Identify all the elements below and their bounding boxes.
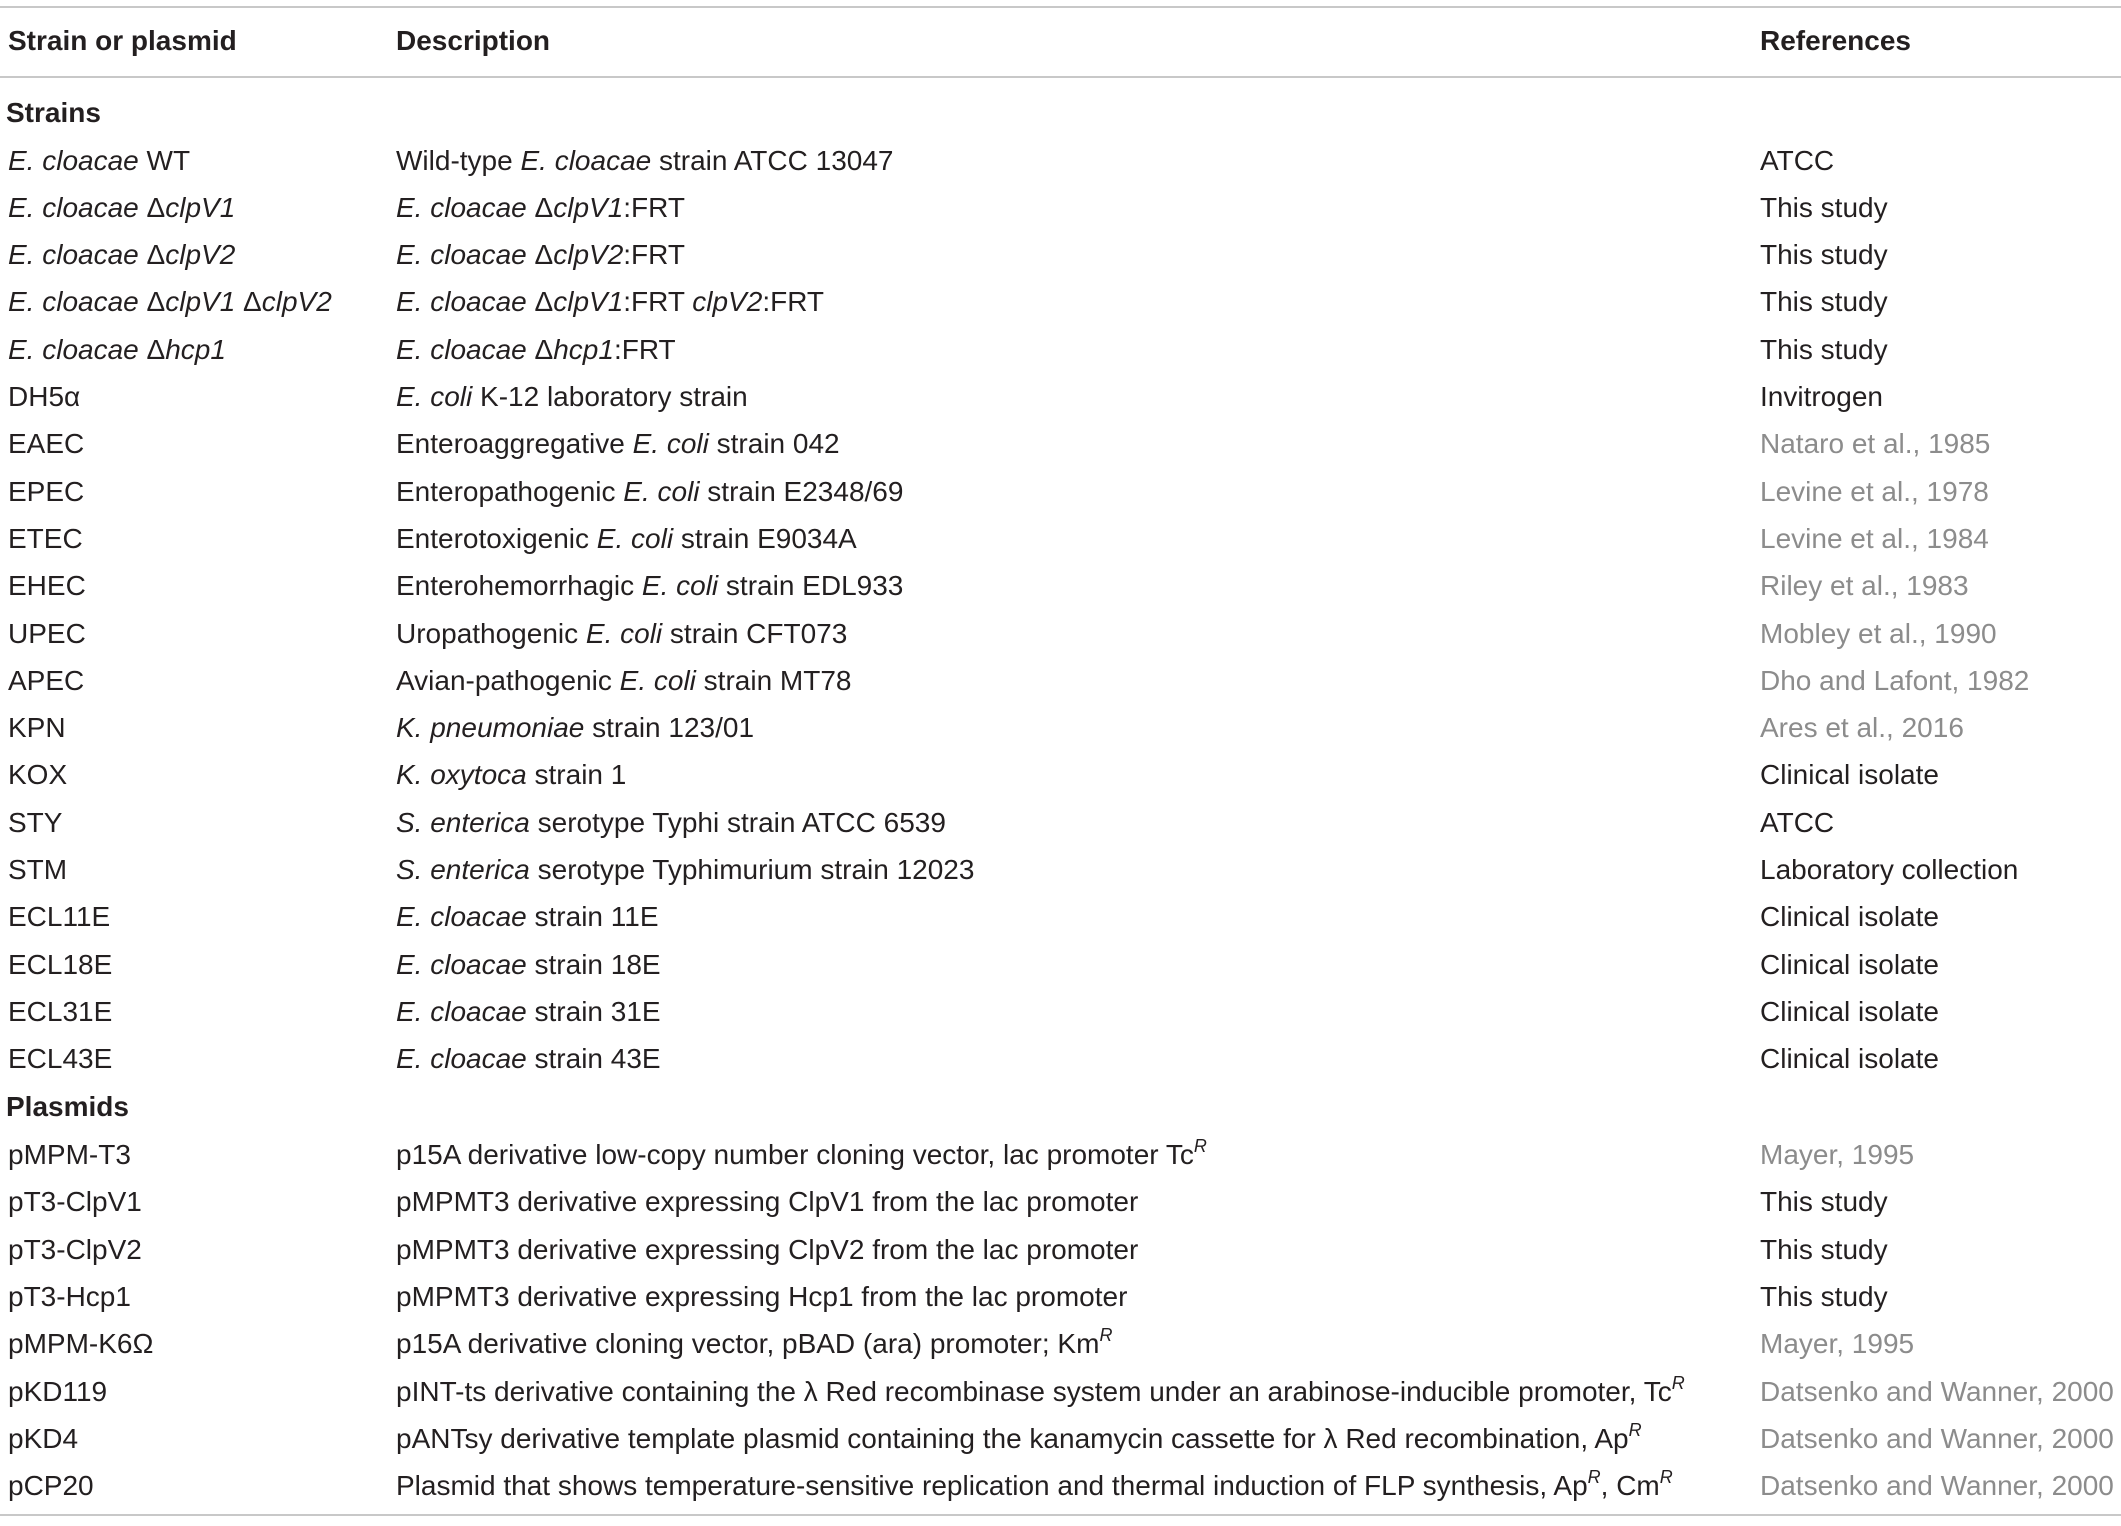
plasmid-name: pT3-ClpV2 (8, 1233, 142, 1265)
plasmid-row (0, 1415, 2121, 1462)
strain-row (0, 657, 2121, 704)
strain-row (0, 988, 2121, 1035)
strain-row (0, 184, 2121, 231)
strain-description: S. enterica serotype Typhi strain ATCC 6539 (396, 806, 946, 838)
strain-name: UPEC (8, 617, 86, 649)
strain-description: E. cloacae strain 18E (396, 948, 661, 980)
strain-name: EAEC (8, 428, 85, 460)
strain-description: Uropathogenic E. coli strain CFT073 (396, 617, 848, 649)
strain-row (0, 610, 2121, 657)
plasmid-name: pT3-ClpV1 (8, 1186, 142, 1218)
strain-description: Enterotoxigenic E. coli strain E9034A (396, 522, 857, 554)
strain-row (0, 1035, 2121, 1082)
strain-name: E. cloacae WT (8, 144, 191, 176)
reference-text: This study (1760, 191, 1888, 223)
strain-description: K. oxytoca strain 1 (396, 759, 627, 791)
strain-description: E. cloacae ΔclpV1:FRT (396, 191, 685, 223)
plasmid-description: Plasmid that shows temperature-sensitive replication and thermal induction of FLP synthesis, $Ap^R$, $Cm^R$ (396, 1467, 1673, 1502)
strain-row (0, 326, 2121, 373)
plasmid-name: pKD4 (8, 1422, 79, 1454)
reference-text: Clinical isolate (1760, 995, 1939, 1027)
plasmid-name: pMPM-T3 (8, 1139, 131, 1170)
reference-text: This study (1760, 333, 1888, 365)
strain-row (0, 515, 2121, 562)
strain-description: Enteroaggregative E. coli strain 042 (396, 428, 840, 460)
strain-description: Enterohemorrhagic E. coli strain EDL933 (396, 570, 904, 602)
plasmid-row (0, 1320, 2121, 1367)
strain-row (0, 373, 2121, 420)
strain-description: E. cloacae Δhcp1:FRT (396, 333, 676, 365)
reference-citation-link[interactable]: Levine et al., 1978 (1760, 475, 1989, 507)
strain-name: ECL43E (8, 1043, 113, 1075)
table-bottom-rule (0, 1514, 2121, 1516)
strain-row (0, 562, 2121, 609)
plasmid-name: pCP20 (8, 1470, 94, 1502)
strain-row (0, 468, 2121, 515)
strain-name: DH5α (8, 381, 81, 412)
strain-name: KPN (8, 712, 66, 744)
strain-description: S. enterica serotype Typhimurium strain 12023 (396, 854, 975, 885)
plasmid-row (0, 1273, 2121, 1320)
plasmid-row (0, 1226, 2121, 1273)
strain-description: E. cloacae strain 11E (396, 901, 659, 933)
plasmid-description: pANTsy derivative template plasmid containing the kanamycin cassette for λ Red recombination, $Ap^R$ (396, 1419, 1642, 1454)
strain-row (0, 231, 2121, 278)
strain-description: Avian-pathogenic E. coli strain MT78 (396, 664, 852, 696)
strain-name: ECL18E (8, 948, 113, 980)
reference-citation-link[interactable]: Nataro et al., 1985 (1760, 428, 1991, 460)
reference-text: Clinical isolate (1760, 759, 1939, 791)
column-header-strain: Strain or plasmid (8, 25, 237, 56)
strain-row (0, 799, 2121, 846)
plasmid-name: pKD119 (8, 1375, 108, 1407)
section-heading-strains (0, 89, 2121, 136)
strain-name: E. cloacae ΔclpV2 (8, 239, 236, 271)
reference-text: Clinical isolate (1760, 948, 1939, 980)
strain-row (0, 420, 2121, 467)
strain-name: ECL31E (8, 995, 113, 1027)
strain-row (0, 893, 2121, 940)
strain-description: E. cloacae strain 43E (396, 1043, 661, 1075)
column-header-description: Description (396, 25, 551, 56)
reference-text: Laboratory collection (1760, 854, 2019, 885)
reference-citation-link[interactable]: Mayer, 1995 (1760, 1139, 1915, 1170)
reference-citation-link[interactable]: Ares et al., 2016 (1760, 712, 1964, 744)
section-label: Plasmids (6, 1091, 129, 1122)
plasmid-description: p15A derivative low-copy number cloning vector, lac promoter $Tc^R$ (396, 1136, 1207, 1170)
strain-name: KOX (8, 759, 68, 791)
reference-citation-link[interactable]: Riley et al., 1983 (1760, 570, 1969, 602)
plasmid-description: pINT-ts derivative containing the λ Red recombinase system under an arabinose-inducible promoter, $Tc^R$ (396, 1372, 1685, 1407)
strain-description: E. cloacae ΔclpV2:FRT (396, 239, 685, 271)
reference-text: ATCC (1760, 806, 1835, 838)
table-header-row (0, 17, 2121, 64)
reference-text: This study (1760, 1186, 1888, 1218)
header-rule (0, 76, 2121, 78)
reference-citation-link[interactable]: Levine et al., 1984 (1760, 522, 1989, 554)
strain-row (0, 278, 2121, 325)
strain-name: E. cloacae ΔclpV1 (8, 191, 236, 223)
reference-text: This study (1760, 1233, 1888, 1265)
reference-text: This study (1760, 1280, 1888, 1312)
strain-name: ECL11E (8, 901, 111, 933)
strain-row (0, 704, 2121, 751)
reference-text: This study (1760, 286, 1888, 318)
reference-text: This study (1760, 239, 1888, 271)
strain-row (0, 137, 2121, 184)
reference-citation-link[interactable]: Mayer, 1995 (1760, 1328, 1915, 1360)
strain-description: Enteropathogenic E. coli strain E2348/69 (396, 475, 904, 507)
strain-name: E. cloacae Δhcp1 (8, 333, 226, 365)
strain-name: STY (8, 806, 63, 838)
reference-text: Clinical isolate (1760, 901, 1939, 933)
strain-name: ETEC (8, 522, 83, 554)
strain-name: APEC (8, 664, 85, 696)
reference-citation-link[interactable]: Mobley et al., 1990 (1760, 617, 1997, 649)
reference-text: Invitrogen (1760, 381, 1883, 412)
reference-citation-link[interactable]: Datsenko and Wanner, 2000 (1760, 1422, 2114, 1454)
plasmid-description: pMPMT3 derivative expressing Hcp1 from the lac promoter (396, 1280, 1128, 1312)
reference-citation-link[interactable]: Datsenko and Wanner, 2000 (1760, 1470, 2114, 1502)
plasmid-row (0, 1462, 2121, 1509)
strain-description: E. cloacae strain 31E (396, 995, 661, 1027)
strain-row (0, 751, 2121, 798)
plasmid-row (0, 1178, 2121, 1225)
strain-description: E. cloacae ΔclpV1:FRT clpV2:FRT (396, 286, 825, 318)
strain-name: E. cloacae ΔclpV1 ΔclpV2 (8, 286, 332, 318)
strain-row (0, 846, 2121, 893)
section-label: Strains (6, 97, 101, 128)
strain-row (0, 941, 2121, 988)
plasmid-name: pT3-Hcp1 (8, 1280, 131, 1312)
strain-description: Wild-type E. cloacae strain ATCC 13047 (396, 144, 894, 176)
reference-text: ATCC (1760, 144, 1835, 176)
plasmid-row (0, 1368, 2121, 1415)
plasmid-name: pMPM-K6Ω (8, 1328, 154, 1360)
plasmid-description: p15A derivative cloning vector, pBAD (ara) promoter; $Km^R$ (396, 1325, 1113, 1360)
strain-name: EHEC (8, 570, 86, 602)
strain-name: EPEC (8, 475, 85, 507)
reference-text: Clinical isolate (1760, 1043, 1939, 1075)
plasmid-row (0, 1131, 2121, 1178)
plasmid-description: pMPMT3 derivative expressing ClpV2 from the lac promoter (396, 1233, 1139, 1265)
table-top-rule (0, 6, 2121, 8)
strain-description: K. pneumoniae strain 123/01 (396, 712, 755, 744)
column-header-references: References (1760, 25, 1911, 56)
reference-citation-link[interactable]: Datsenko and Wanner, 2000 (1760, 1375, 2114, 1407)
reference-citation-link[interactable]: Dho and Lafont, 1982 (1760, 664, 2030, 696)
strain-description: E. coli K-12 laboratory strain (396, 381, 748, 412)
plasmid-description: pMPMT3 derivative expressing ClpV1 from the lac promoter (396, 1186, 1139, 1218)
strain-name: STM (8, 854, 68, 885)
section-heading-plasmids (0, 1083, 2121, 1130)
